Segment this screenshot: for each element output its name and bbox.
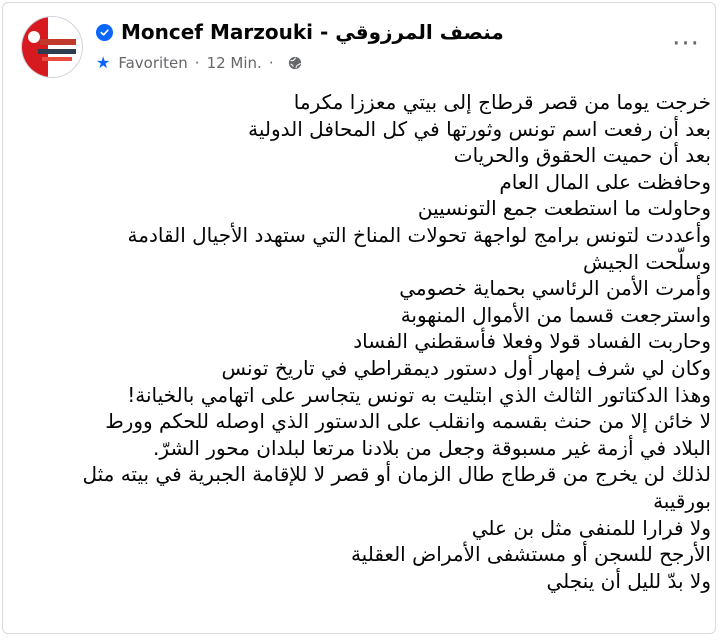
globe-icon[interactable] bbox=[288, 56, 302, 70]
post-line: وسلّحت الجيش bbox=[582, 249, 711, 274]
post-meta bbox=[96, 52, 302, 74]
post-line: الأرجح للسجن أو مستشفى الأمراض العقلية bbox=[350, 542, 711, 567]
avatar-text-line bbox=[40, 39, 76, 45]
post-line: لا خائن إلا من حنث بقسمه وانقلب على الدستور الذي اوصله للحكم وورط bbox=[105, 409, 711, 434]
post-line: البلاد في أزمة غير مسبوقة وجعل من بلادنا مرتعا لبلدان محور الشرّ. bbox=[153, 435, 711, 460]
avatar-text-line bbox=[42, 57, 72, 61]
post-line: وهذا الدكتاتور الثالث الذي ابتليت به تونس يتجاسر على اتهامي بالخيانة! bbox=[127, 382, 711, 407]
post-line: واسترجعت قسما من الأموال المنهوبة bbox=[400, 302, 711, 327]
post-timestamp[interactable]: 12 Min. bbox=[206, 54, 262, 72]
post-line: لذلك لن يخرج من قرطاج طال الزمان أو قصر لا للإقامة الجبرية في بيته مثل bbox=[82, 462, 711, 487]
post-card bbox=[2, 2, 716, 634]
star-icon: ★ bbox=[96, 53, 111, 72]
post-line: بورقيبة bbox=[653, 488, 711, 513]
post-line: بعد أن حميت الحقوق والحريات bbox=[453, 143, 711, 168]
post-line: وحاربت الفساد قولا وفعلا فأسقطني الفساد bbox=[353, 329, 711, 354]
post-line: وأعددت لتونس برامج لواجهة تحولات المناخ التي ستهدد الأجيال القادمة bbox=[127, 222, 711, 247]
post-text bbox=[43, 89, 711, 594]
author-name[interactable]: Moncef Marzouki - منصف المرزوقي bbox=[121, 20, 504, 44]
meta-separator: · bbox=[194, 54, 200, 72]
post-line: ولا فرارا للمنفى مثل بن علي bbox=[471, 515, 711, 540]
post-line: وأمرت الأمن الرئاسي بحماية خصومي bbox=[399, 276, 711, 301]
post-line: وحافظت على المال العام bbox=[499, 169, 711, 194]
audience-label[interactable]: Favoriten bbox=[118, 54, 188, 72]
post-line: بعد أن رفعت اسم تونس وثورتها في كل المحافل الدولية bbox=[248, 116, 711, 141]
more-horizontal-icon[interactable]: ··· bbox=[672, 29, 700, 59]
post-line: وحاولت ما استطعت جمع التونسيين bbox=[417, 196, 711, 221]
profile-avatar[interactable] bbox=[21, 16, 83, 78]
flag-emblem bbox=[28, 31, 40, 43]
author-row bbox=[96, 19, 504, 45]
avatar-text-line bbox=[38, 49, 76, 54]
post-line: وكان لي شرف إمهار أول دستور ديمقراطي في تاريخ تونس bbox=[221, 355, 711, 380]
meta-separator: · bbox=[268, 54, 274, 72]
verified-badge-icon bbox=[96, 24, 113, 41]
flag-stripe bbox=[22, 17, 48, 77]
post-line: خرجت يوما من قصر قرطاج إلى بيتي معززا مكرما bbox=[293, 90, 711, 114]
post-line: ولا بدّ لليل أن ينجلي bbox=[546, 568, 711, 593]
post-header bbox=[3, 3, 715, 87]
